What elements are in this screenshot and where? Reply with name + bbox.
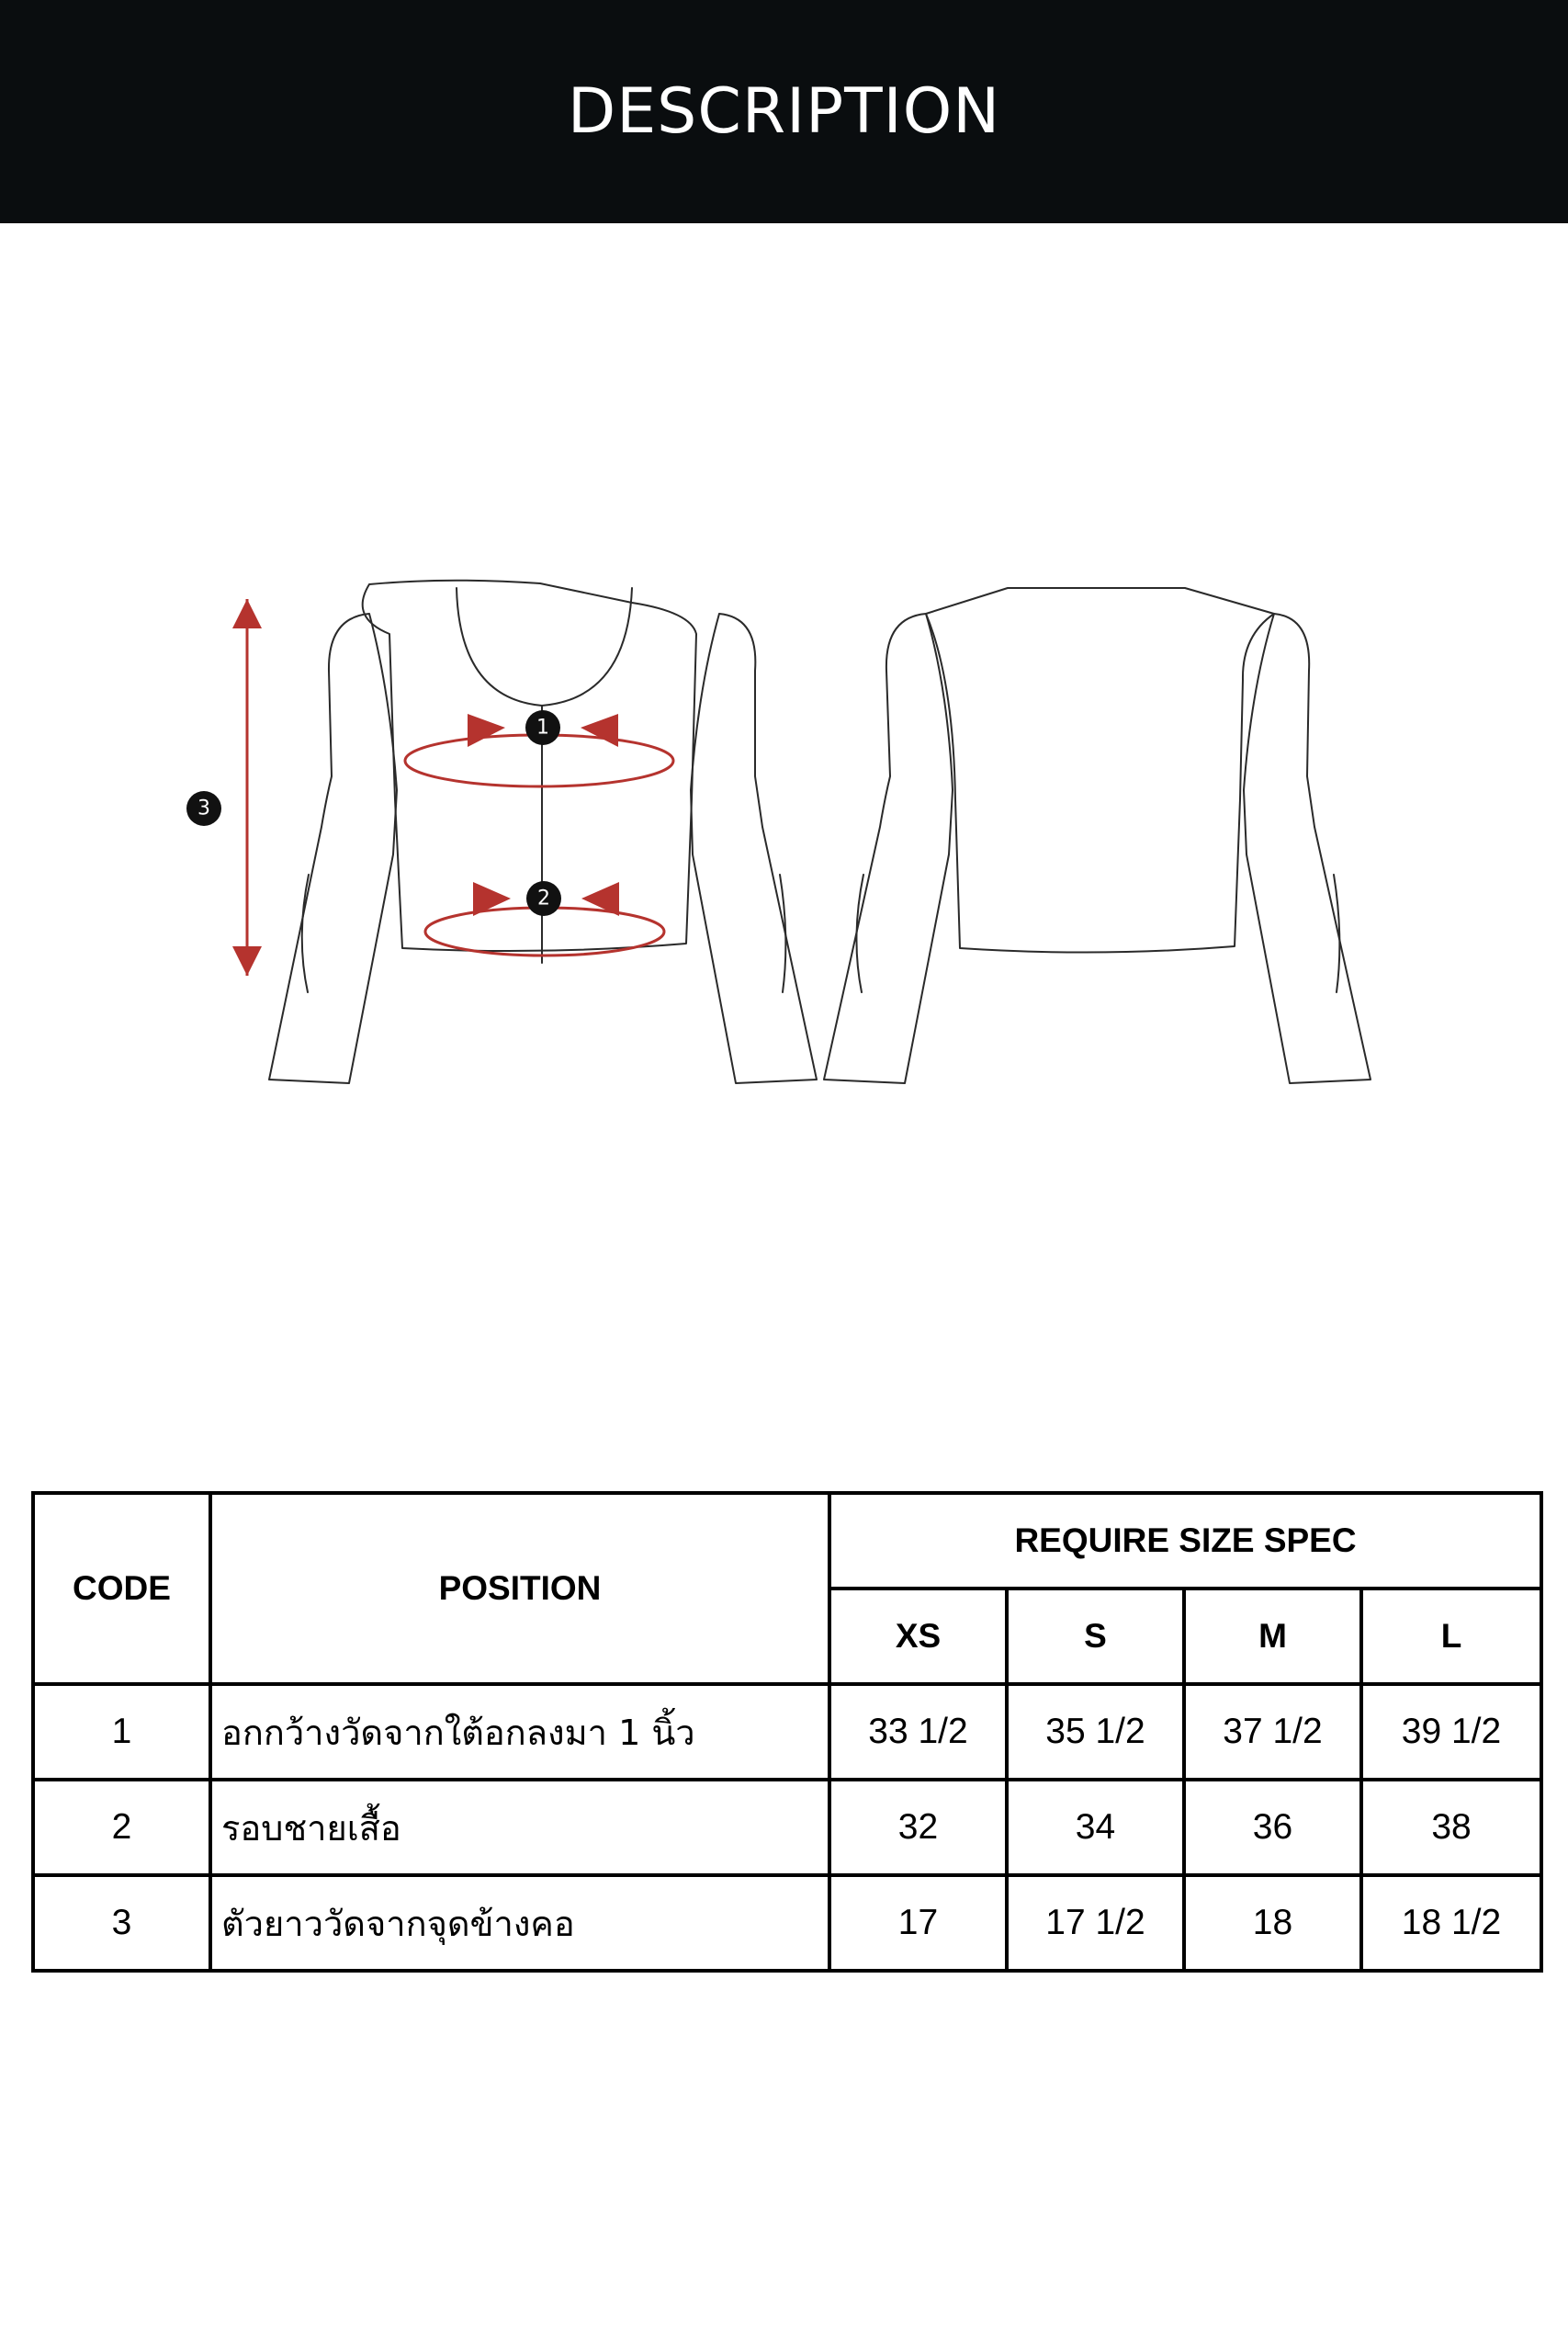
marker-2-label: 2: [537, 887, 550, 910]
length-arrow-top: [232, 599, 262, 628]
front-view: [269, 581, 817, 1083]
chest-arrow-right: [581, 714, 618, 747]
table-row: [33, 1684, 1541, 1780]
table-row: [33, 1780, 1541, 1875]
row-value-s: 34: [1007, 1780, 1184, 1875]
front-right-sleeve: [691, 614, 817, 1083]
garment-diagram: [0, 551, 1568, 1121]
row-value-s: 35 1/2: [1007, 1684, 1184, 1780]
page-title: DESCRIPTION: [567, 75, 1001, 148]
size-spec-table: [31, 1491, 1543, 1973]
row-value-m: 18: [1184, 1875, 1361, 1971]
row-value-l: 38: [1361, 1780, 1541, 1875]
row-value-l: 18 1/2: [1361, 1875, 1541, 1971]
size-header-m: M: [1184, 1589, 1361, 1684]
row-value-s: 17 1/2: [1007, 1875, 1184, 1971]
row-value-xs: 32: [829, 1780, 1007, 1875]
marker-1-label: 1: [536, 716, 549, 740]
row-position: อกกว้างวัดจากใต้อกลงมา 1 นิ้ว: [210, 1684, 829, 1780]
row-position: ตัวยาววัดจากจุดข้างคอ: [210, 1875, 829, 1971]
table-header-row: [33, 1493, 1541, 1589]
row-value-m: 37 1/2: [1184, 1684, 1361, 1780]
row-value-xs: 33 1/2: [829, 1684, 1007, 1780]
row-position: รอบชายเสื้อ: [210, 1780, 829, 1875]
chest-arrow-left: [468, 714, 505, 747]
size-header-s: S: [1007, 1589, 1184, 1684]
front-neckline: [457, 588, 632, 706]
back-body-outline: [926, 588, 1274, 953]
row-code: 1: [33, 1684, 210, 1780]
row-code: 3: [33, 1875, 210, 1971]
hem-measure: [425, 881, 664, 956]
back-left-sleeve: [824, 614, 953, 1083]
spec-header: REQUIRE SIZE SPEC: [829, 1493, 1541, 1589]
size-header-xs: XS: [829, 1589, 1007, 1684]
length-arrow-bottom: [232, 946, 262, 976]
header-banner: [0, 0, 1568, 223]
front-right-sleeve-fold: [780, 875, 785, 992]
back-right-sleeve: [1244, 614, 1371, 1083]
length-measure: [186, 599, 262, 976]
back-right-sleeve-fold: [1334, 875, 1339, 992]
marker-3-label: 3: [197, 797, 210, 820]
size-header-l: L: [1361, 1589, 1541, 1684]
front-left-sleeve: [269, 614, 397, 1083]
position-header: POSITION: [210, 1493, 829, 1684]
row-value-xs: 17: [829, 1875, 1007, 1971]
back-view: [824, 588, 1371, 1083]
code-header: CODE: [33, 1493, 210, 1684]
table-row: [33, 1875, 1541, 1971]
row-code: 2: [33, 1780, 210, 1875]
back-left-sleeve-fold: [856, 875, 863, 992]
row-value-m: 36: [1184, 1780, 1361, 1875]
row-value-l: 39 1/2: [1361, 1684, 1541, 1780]
chest-measure: [405, 710, 673, 786]
